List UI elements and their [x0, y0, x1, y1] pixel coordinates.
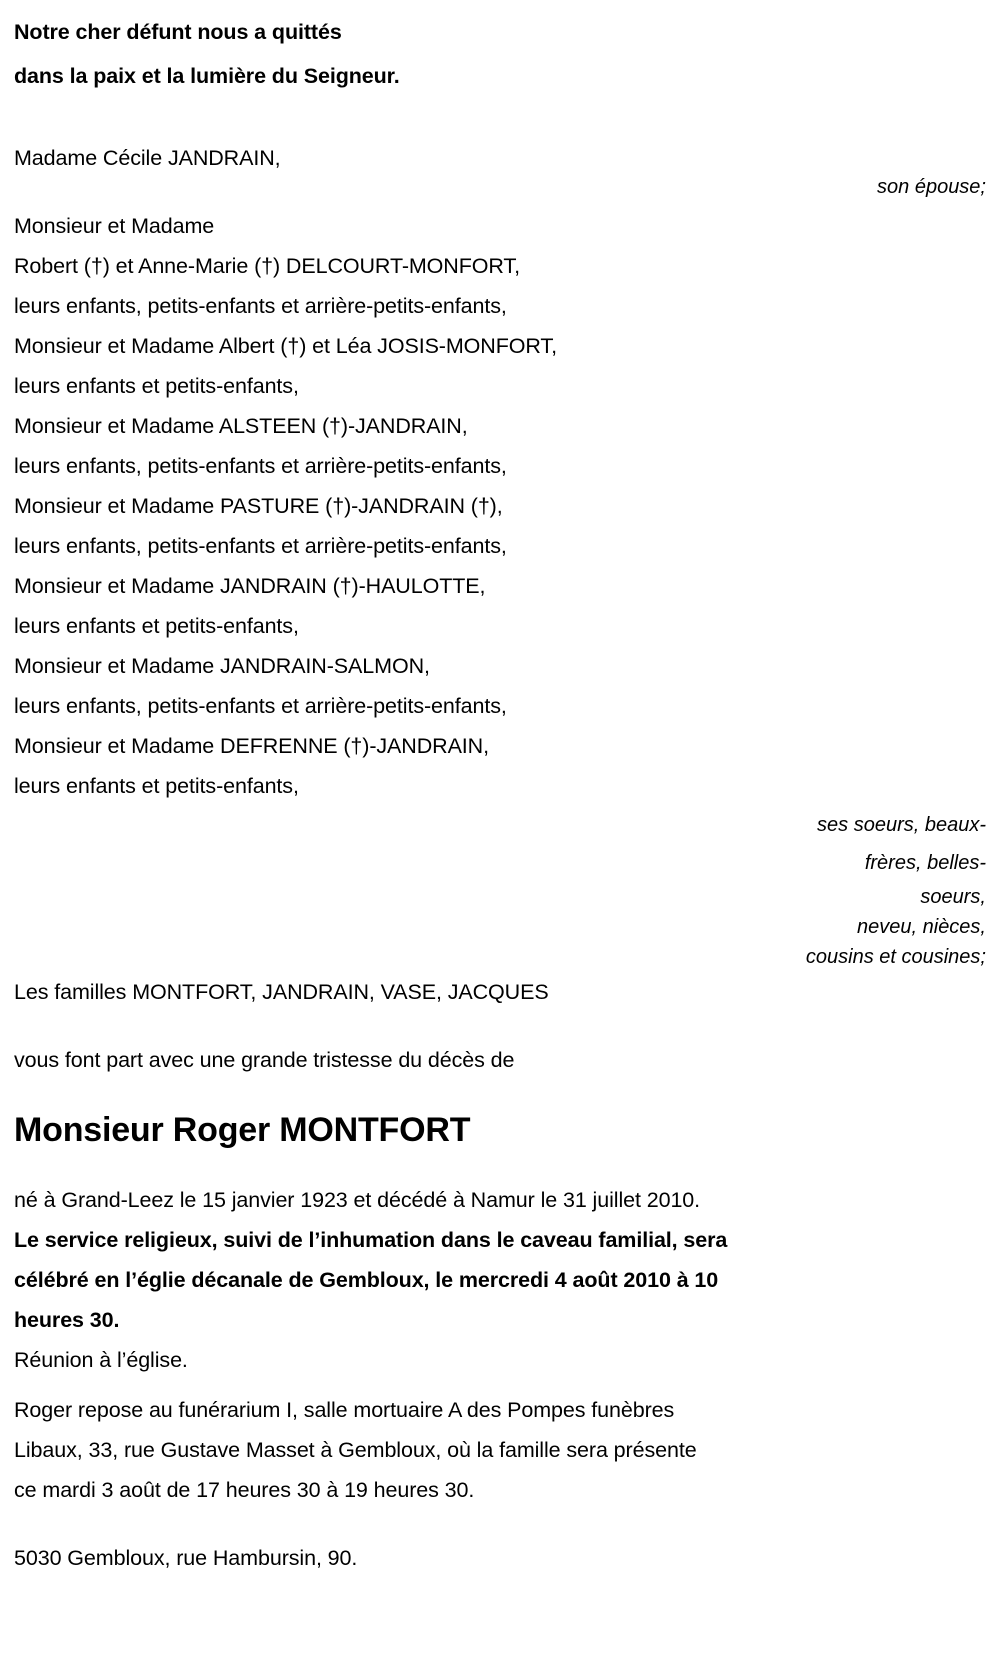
family-line: Robert (†) et Anne-Marie (†) DELCOURT-MONFORT, — [14, 254, 520, 278]
spouse-name: Madame Cécile JANDRAIN, — [14, 146, 281, 170]
spacer — [14, 1012, 986, 1040]
service-line: heures 30. — [14, 1308, 120, 1332]
funerarium-line: ce mardi 3 août de 17 heures 30 à 19 heures 30. — [14, 1478, 475, 1502]
address-line: 5030 Gembloux, rue Hambursin, 90. — [14, 1546, 358, 1570]
relatives-role-line: ses soeurs, beaux- — [817, 814, 986, 836]
relatives-role-block — [534, 806, 986, 972]
spacer — [14, 1510, 986, 1538]
spacer — [14, 98, 986, 138]
intro-line-2: dans la paix et la lumière du Seigneur. — [14, 64, 400, 88]
intro-line-1: Notre cher défunt nous a quittés — [14, 20, 342, 44]
family-list — [14, 206, 986, 806]
families-line: Les familles MONTFORT, JANDRAIN, VASE, JACQUES — [14, 980, 549, 1004]
funerarium-line: Roger repose au funérarium I, salle mortuaire A des Pompes funèbres — [14, 1398, 675, 1422]
relatives-role-line: frères, belles- — [864, 852, 986, 874]
family-line: Monsieur et Madame ALSTEEN (†)-JANDRAIN, — [14, 414, 468, 438]
family-line: Monsieur et Madame Albert (†) et Léa JOSIS-MONFORT, — [14, 334, 557, 358]
family-line: leurs enfants, petits-enfants et arrière-petits-enfants, — [14, 454, 507, 478]
family-line: Monsieur et Madame DEFRENNE (†)-JANDRAIN, — [14, 734, 489, 758]
spacer — [14, 1080, 986, 1108]
meeting-line: Réunion à l’église. — [14, 1348, 188, 1372]
family-line: Monsieur et Madame JANDRAIN-SALMON, — [14, 654, 430, 678]
family-line: Monsieur et Madame JANDRAIN (†)-HAULOTTE, — [14, 574, 486, 598]
spacer — [14, 1380, 986, 1390]
service-line: célébré en l’églie décanale de Gembloux, le mercredi 4 août 2010 à 10 — [14, 1268, 719, 1292]
family-line: leurs enfants, petits-enfants et arrière-petits-enfants, — [14, 294, 507, 318]
funerarium-block — [14, 1390, 986, 1510]
family-line: Monsieur et Madame — [14, 214, 215, 238]
spacer — [14, 1152, 986, 1180]
relatives-role-line: cousins et cousines; — [805, 946, 986, 968]
family-line: Monsieur et Madame PASTURE (†)-JANDRAIN (†), — [14, 494, 503, 518]
service-line: Le service religieux, suivi de l’inhumation dans le caveau familial, sera — [14, 1228, 728, 1252]
family-line: leurs enfants et petits-enfants, — [14, 374, 299, 398]
relatives-role-line: soeurs, — [920, 886, 986, 908]
spouse-role: son épouse; — [877, 176, 986, 198]
spacer — [14, 178, 986, 206]
family-line: leurs enfants, petits-enfants et arrière-petits-enfants, — [14, 534, 507, 558]
service-block — [14, 1220, 986, 1340]
family-line: leurs enfants et petits-enfants, — [14, 614, 299, 638]
funerarium-line: Libaux, 33, rue Gustave Masset à Gembloux, où la famille sera présente — [14, 1438, 697, 1462]
spouse-block — [14, 138, 986, 198]
announce-line: vous font part avec une grande tristesse du décès de — [14, 1048, 515, 1072]
intro-block — [14, 10, 986, 98]
birth-death-line: né à Grand-Leez le 15 janvier 1923 et décédé à Namur le 31 juillet 2010. — [14, 1188, 701, 1212]
family-line: leurs enfants et petits-enfants, — [14, 774, 299, 798]
deceased-name: Monsieur Roger MONTFORT — [14, 1111, 471, 1149]
family-line: leurs enfants, petits-enfants et arrière-petits-enfants, — [14, 694, 507, 718]
relatives-role-line: neveu, nièces, — [857, 916, 986, 938]
